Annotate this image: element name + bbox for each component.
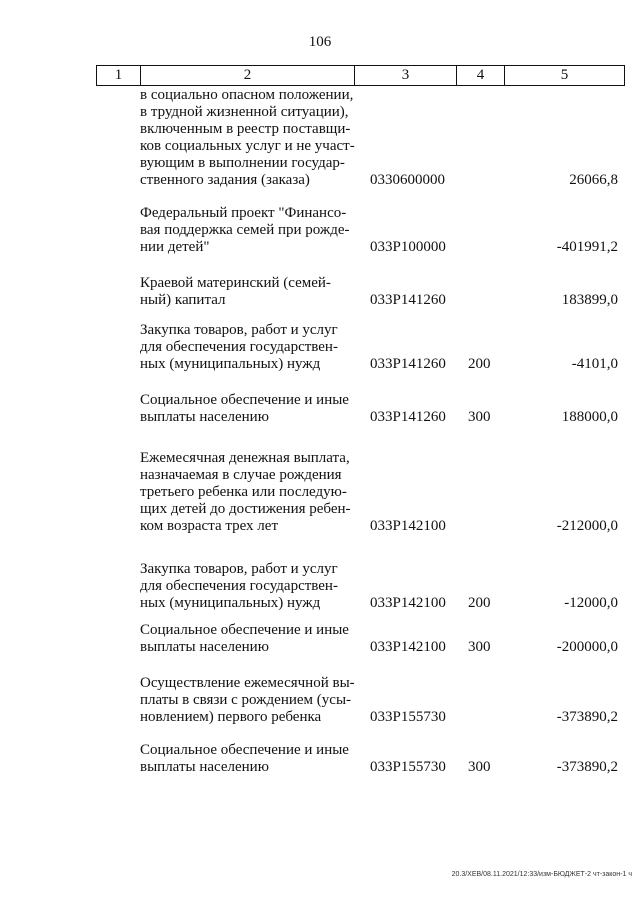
- row-name-line: ков социальных услуг и не участ-: [140, 138, 355, 154]
- page-number: 106: [308, 34, 332, 50]
- row-csr-code: 033P141260: [370, 292, 446, 308]
- row-sum: -401991,2: [556, 239, 618, 255]
- row-name-line: Федеральный проект "Финансо-: [140, 205, 347, 221]
- row-name-line: Закупка товаров, работ и услуг: [140, 322, 338, 338]
- footer-file-stamp: 20.3/ХЕВ/08.11.2021/12:33/изм-БЮДЖЕТ-2 чт-закон-1 ч: [451, 871, 632, 878]
- row-name-line: Социальное обеспечение и иные: [140, 622, 349, 638]
- row-csr-code: 0330600000: [370, 172, 445, 188]
- row-vr-code: 200: [468, 595, 491, 611]
- row-name-line: выплаты населению: [140, 639, 269, 655]
- row-vr-code: 300: [468, 409, 491, 425]
- row-name-line: ных (муниципальных) нужд: [140, 595, 321, 611]
- header-col-4: 4: [457, 66, 505, 86]
- row-name-line: третьего ребенка или последую-: [140, 484, 347, 500]
- row-sum: -212000,0: [556, 518, 618, 534]
- row-vr-code: 300: [468, 639, 491, 655]
- row-csr-code: 033P155730: [370, 759, 446, 775]
- row-sum: -200000,0: [556, 639, 618, 655]
- row-name-line: новлением) первого ребенка: [140, 709, 322, 725]
- row-name-line: платы в связи с рождением (усы-: [140, 692, 352, 708]
- row-name: [140, 622, 356, 656]
- row-csr-code: 033P141260: [370, 356, 446, 372]
- row-name-line: ственного задания (заказа): [140, 172, 310, 188]
- row-name-line: Ежемесячная денежная выплата,: [140, 450, 350, 466]
- row-name: [140, 561, 356, 612]
- row-csr-code: 033P142100: [370, 595, 446, 611]
- row-name: [140, 275, 356, 309]
- row-name-line: для обеспечения государствен-: [140, 339, 338, 355]
- row-name-line: нии детей": [140, 239, 210, 255]
- row-name: [140, 742, 356, 776]
- row-sum: -373890,2: [556, 759, 618, 775]
- row-name: [140, 392, 356, 426]
- row-name-line: выплаты населению: [140, 759, 269, 775]
- row-name-line: Социальное обеспечение и иные: [140, 392, 349, 408]
- row-name-line: ный) капитал: [140, 292, 226, 308]
- row-name-line: включенным в реестр поставщи-: [140, 121, 351, 137]
- row-sum: 183899,0: [561, 292, 618, 308]
- row-sum: -373890,2: [556, 709, 618, 725]
- row-name-line: выплаты населению: [140, 409, 269, 425]
- row-name-line: Социальное обеспечение и иные: [140, 742, 349, 758]
- row-sum: 188000,0: [561, 409, 618, 425]
- row-name-line: щих детей до достижения ребен-: [140, 501, 351, 517]
- row-csr-code: 033P141260: [370, 409, 446, 425]
- row-name: [140, 87, 356, 189]
- row-csr-code: 033P100000: [370, 239, 446, 255]
- row-name-line: ных (муниципальных) нужд: [140, 356, 321, 372]
- row-name-line: в социально опасном положении,: [140, 87, 354, 103]
- row-name-line: вующим в выполнении государ-: [140, 155, 345, 171]
- row-name-line: Закупка товаров, работ и услуг: [140, 561, 338, 577]
- row-sum: -4101,0: [571, 356, 618, 372]
- row-name: [140, 205, 356, 256]
- header-col-3: 3: [355, 66, 457, 86]
- header-col-1: 1: [97, 66, 141, 86]
- row-sum: 26066,8: [569, 172, 618, 188]
- row-name: [140, 675, 356, 726]
- row-name-line: Краевой материнский (семей-: [140, 275, 331, 291]
- row-csr-code: 033P142100: [370, 639, 446, 655]
- row-name: [140, 322, 356, 373]
- row-name-line: в трудной жизненной ситуации),: [140, 104, 349, 120]
- header-col-2: 2: [141, 66, 355, 86]
- row-vr-code: 300: [468, 759, 491, 775]
- row-csr-code: 033P155730: [370, 709, 446, 725]
- row-name-line: Осуществление ежемесячной вы-: [140, 675, 355, 691]
- row-vr-code: 200: [468, 356, 491, 372]
- header-col-5: 5: [505, 66, 625, 86]
- row-sum: -12000,0: [564, 595, 618, 611]
- row-name-line: вая поддержка семей при рожде-: [140, 222, 350, 238]
- row-name: [140, 450, 356, 535]
- row-name-line: назначаемая в случае рождения: [140, 467, 342, 483]
- row-name-line: ком возраста трех лет: [140, 518, 278, 534]
- row-name-line: для обеспечения государствен-: [140, 578, 338, 594]
- row-csr-code: 033P142100: [370, 518, 446, 534]
